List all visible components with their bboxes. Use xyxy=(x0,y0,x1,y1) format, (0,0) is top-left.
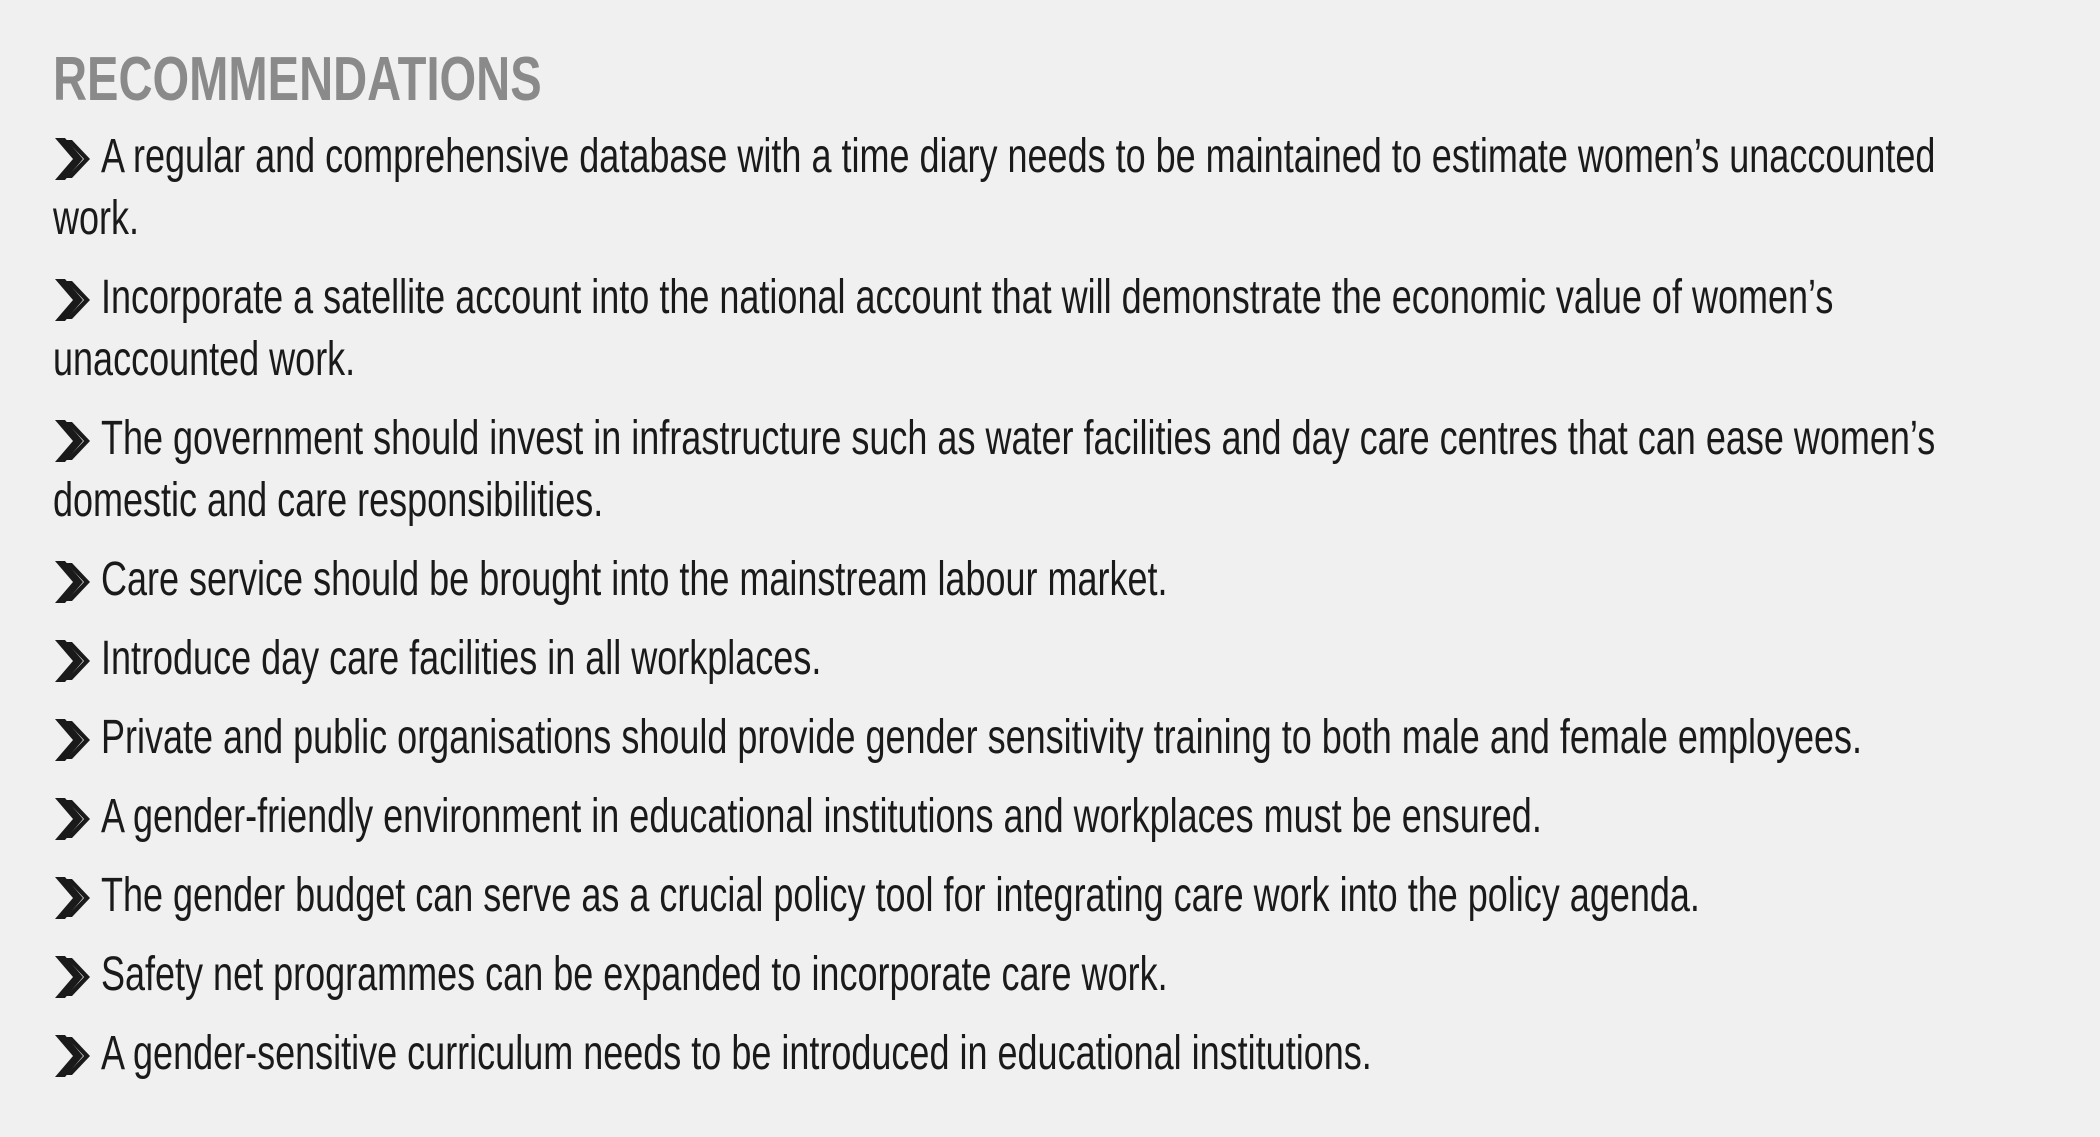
list-item xyxy=(53,707,2060,769)
list-item-text: A gender-sensitive curriculum needs to be introduced in educational institutions. xyxy=(101,1027,1372,1080)
list-item-text: Introduce day care facilities in all workplaces. xyxy=(101,632,822,685)
list-item-text: The gender budget can serve as a crucial policy tool for integrating care work into the policy agenda. xyxy=(101,869,1700,922)
list-item xyxy=(53,126,2060,250)
list-item xyxy=(53,786,2060,848)
list-item xyxy=(53,944,2060,1006)
list-item xyxy=(53,408,2060,532)
list-item-text: Private and public organisations should provide gender sensitivity training to both male and female employees. xyxy=(101,711,1863,764)
list-item xyxy=(53,628,2060,690)
list-item-text: The government should invest in infrastructure such as water facilities and day care centres that can ease women’s domestic and care responsibilities. xyxy=(53,412,1936,527)
list-item-text: Safety net programmes can be expanded to incorporate care work. xyxy=(101,948,1168,1001)
list-item-text: A gender-friendly environment in educational institutions and workplaces must be ensured. xyxy=(101,790,1542,843)
recommendations-list xyxy=(53,126,2060,1085)
list-item-text: A regular and comprehensive database with a time diary needs to be maintained to estimate women’s unaccounted work. xyxy=(53,130,1936,245)
list-item xyxy=(53,865,2060,927)
list-item-text: Care service should be brought into the mainstream labour market. xyxy=(101,553,1168,606)
list-item xyxy=(53,267,2060,391)
list-item xyxy=(53,549,2060,611)
section-heading: RECOMMENDATIONS xyxy=(53,45,542,114)
list-item xyxy=(53,1023,2060,1085)
list-item-text: Incorporate a satellite account into the national account that will demonstrate the economic value of women’s unaccounted work. xyxy=(53,271,1834,386)
